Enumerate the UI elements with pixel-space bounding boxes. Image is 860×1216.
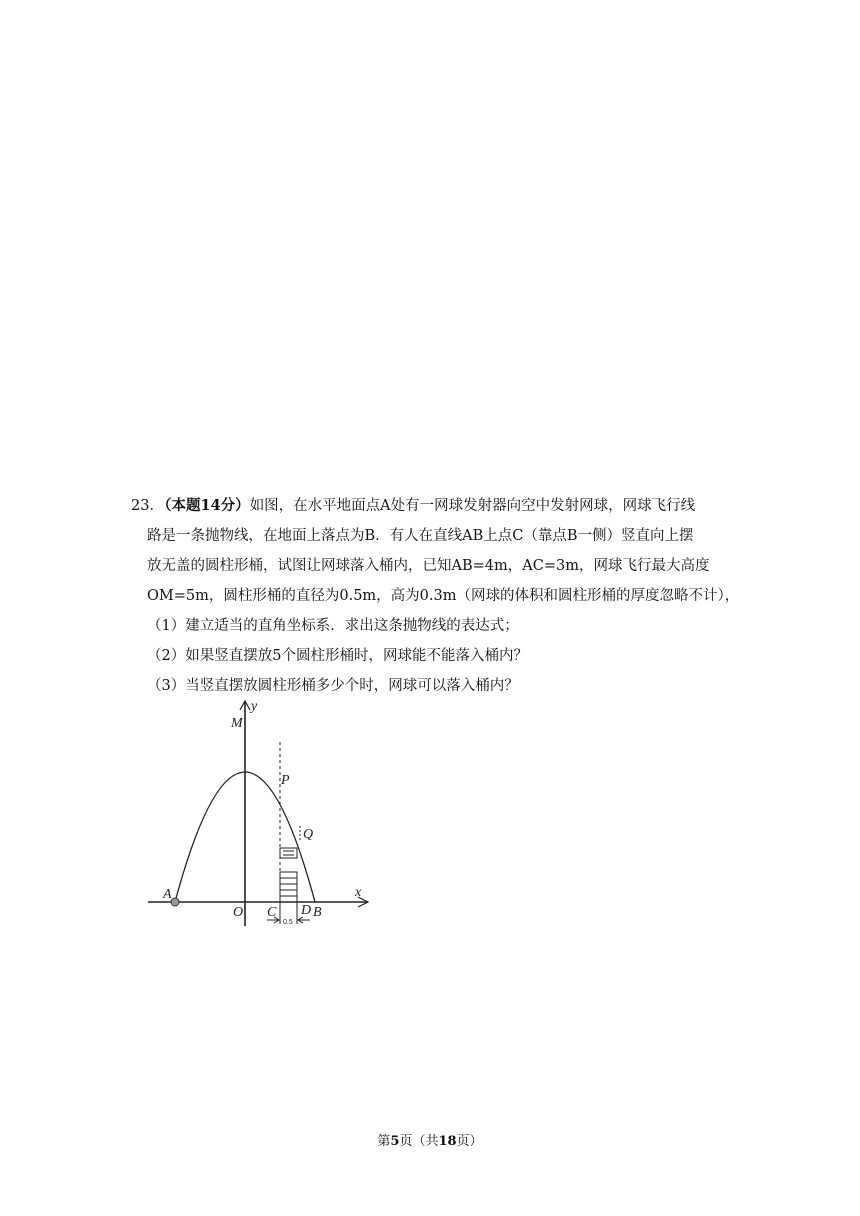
label-m: M <box>231 716 243 731</box>
problem-points: （本题14分） <box>157 497 250 514</box>
label-x: x <box>355 885 362 900</box>
label-q: Q <box>303 827 314 842</box>
label-a: A <box>163 887 172 902</box>
bucket-stack <box>280 872 297 902</box>
label-b: B <box>313 905 322 920</box>
label-c: C <box>267 905 277 920</box>
problem-23 <box>131 491 740 701</box>
total-pages: 18 <box>438 1134 457 1149</box>
current-page: 5 <box>390 1134 400 1149</box>
question-1: （1）建立适当的直角坐标系．求出这条抛物线的表达式； <box>147 618 519 634</box>
problem-text-1: 如图，在水平地面点A处有一网球发射器向空中发射网球，网球飞行线 <box>249 498 696 514</box>
label-o: O <box>233 905 244 920</box>
launcher-point-a <box>171 898 179 906</box>
label-width: 0.5 <box>283 919 293 926</box>
problem-line-2: 路是一条抛物线，在地面上落点为B．有人在直线AB上点C（靠点B一侧）竖直向上摆 <box>147 528 694 544</box>
problem-line-1 <box>131 491 731 521</box>
label-p: P <box>281 773 290 788</box>
problem-line-4: OM=5m，圆柱形桶的直径为0.5m，高为0.3m（网球的体积和圆柱形桶的厚度忽略不计）， <box>147 588 740 604</box>
problem-number: 23． <box>131 498 164 514</box>
parabola-figure <box>145 698 385 930</box>
single-bucket <box>280 848 297 858</box>
page-footer: 第5页（共18页） <box>377 1134 483 1149</box>
question-2: （2）如果竖直摆放5个圆柱形桶时，网球能不能落入桶内？ <box>147 648 528 664</box>
label-d: D <box>301 903 312 918</box>
problem-line-3: 放无盖的圆柱形桶，试图让网球落入桶内，已知AB=4m，AC=3m，网球飞行最大高度 <box>147 558 710 574</box>
question-3: （3）当竖直摆放圆柱形桶多少个时，网球可以落入桶内？ <box>147 678 519 694</box>
label-y: y <box>251 699 258 714</box>
